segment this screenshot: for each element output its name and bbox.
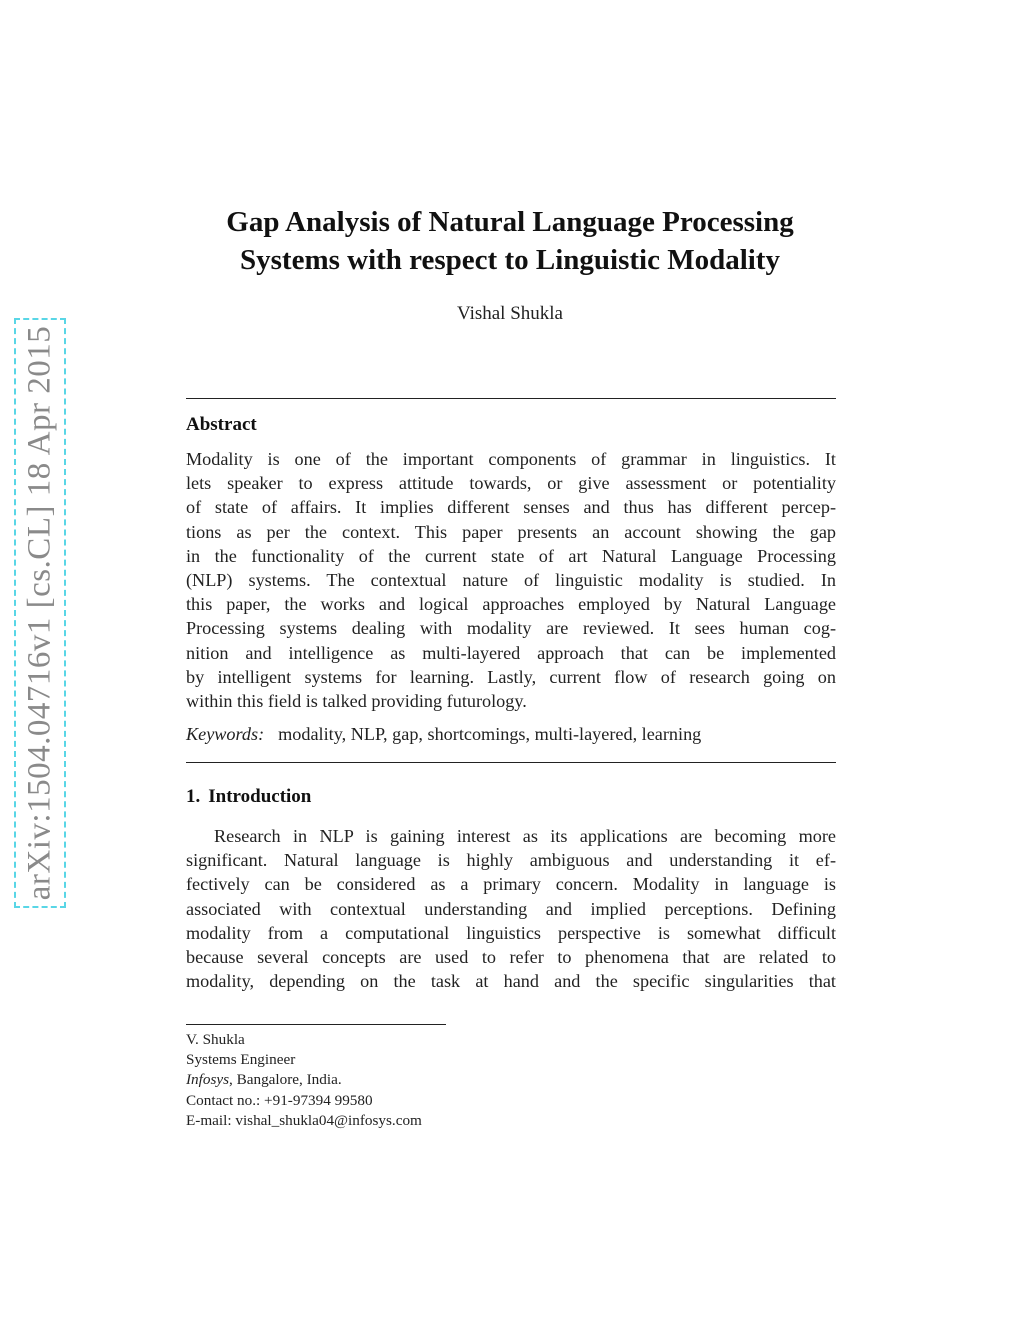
arxiv-identifier-stamp [14,318,66,908]
abstract-line: of state of affairs. It implies different senses and thus has different percep- [186,497,836,518]
section-heading-introduction [186,786,311,808]
intro-line: modality from a computational linguistics perspective is somewhat difficult [186,922,836,943]
intro-line: Research in NLP is gaining interest as its applications are becoming more [214,826,836,846]
intro-line: significant. Natural language is highly ambiguous and understanding it ef- [186,850,836,871]
footnote-org: Infosys [186,1071,230,1089]
section-title: Introduction [208,786,312,807]
intro-line: modality, depending on the task at hand and the specific singularities that [186,971,836,992]
abstract-line: Modality is one of the important components of grammar in linguistics. It [186,449,836,469]
abstract-bottom-rule [186,762,836,763]
paper-title [150,203,870,279]
footnote-location: , Bangalore, India. [229,1071,342,1089]
abstract-top-rule [186,398,836,399]
abstract-line: within this field is talked providing futurology. [186,691,527,712]
author-name: Vishal Shukla [457,303,563,324]
section-number: 1. [186,786,201,807]
keywords-label: Keywords: [186,724,265,744]
footnote-name: V. Shukla [186,1031,245,1048]
footnote-affiliation [186,1070,422,1090]
abstract-line: by intelligent systems for learning. Lastly, current flow of research going on [186,666,836,687]
title-line-1: Gap Analysis of Natural Language Processing [226,206,794,238]
intro-line: associated with contextual understanding and implied perceptions. Defining [186,898,836,919]
abstract-line: this paper, the works and logical approaches employed by Natural Language [186,594,836,615]
footnote-rule [186,1024,446,1025]
keywords-value: modality, NLP, gap, shortcomings, multi-layered, learning [278,724,702,744]
abstract-body [186,447,836,713]
abstract-heading: Abstract [186,414,257,435]
footnote-email: E-mail: vishal_shukla04@infosys.com [186,1111,422,1129]
intro-line: fectively can be considered as a primary concern. Modality in language is [186,874,836,895]
abstract-line: tions as per the context. This paper presents an account showing the gap [186,521,836,542]
abstract-line: nition and intelligence as multi-layered approach that can be implemented [186,642,836,663]
abstract-line: Processing systems dealing with modality are reviewed. It sees human cog- [186,618,836,639]
footnote-contact: Contact no.: +91-97394 99580 [186,1091,373,1109]
abstract-line: in the functionality of the current state of art Natural Language Processing [186,545,836,566]
intro-line: because several concepts are used to refer to phenomena that are related to [186,947,836,968]
arxiv-identifier-text: arXiv:1504.04716v1 [cs.CL] 18 Apr 2015 [21,325,58,901]
title-line-2: Systems with respect to Linguistic Modality [240,244,780,276]
author-footnote [186,1030,422,1131]
keywords [186,724,701,745]
footnote-role: Systems Engineer [186,1051,296,1069]
abstract-line: lets speaker to express attitude towards, or give assessment or potentiality [186,473,836,494]
introduction-body [186,824,836,993]
abstract-line: (NLP) systems. The contextual nature of linguistic modality is studied. In [186,570,836,591]
